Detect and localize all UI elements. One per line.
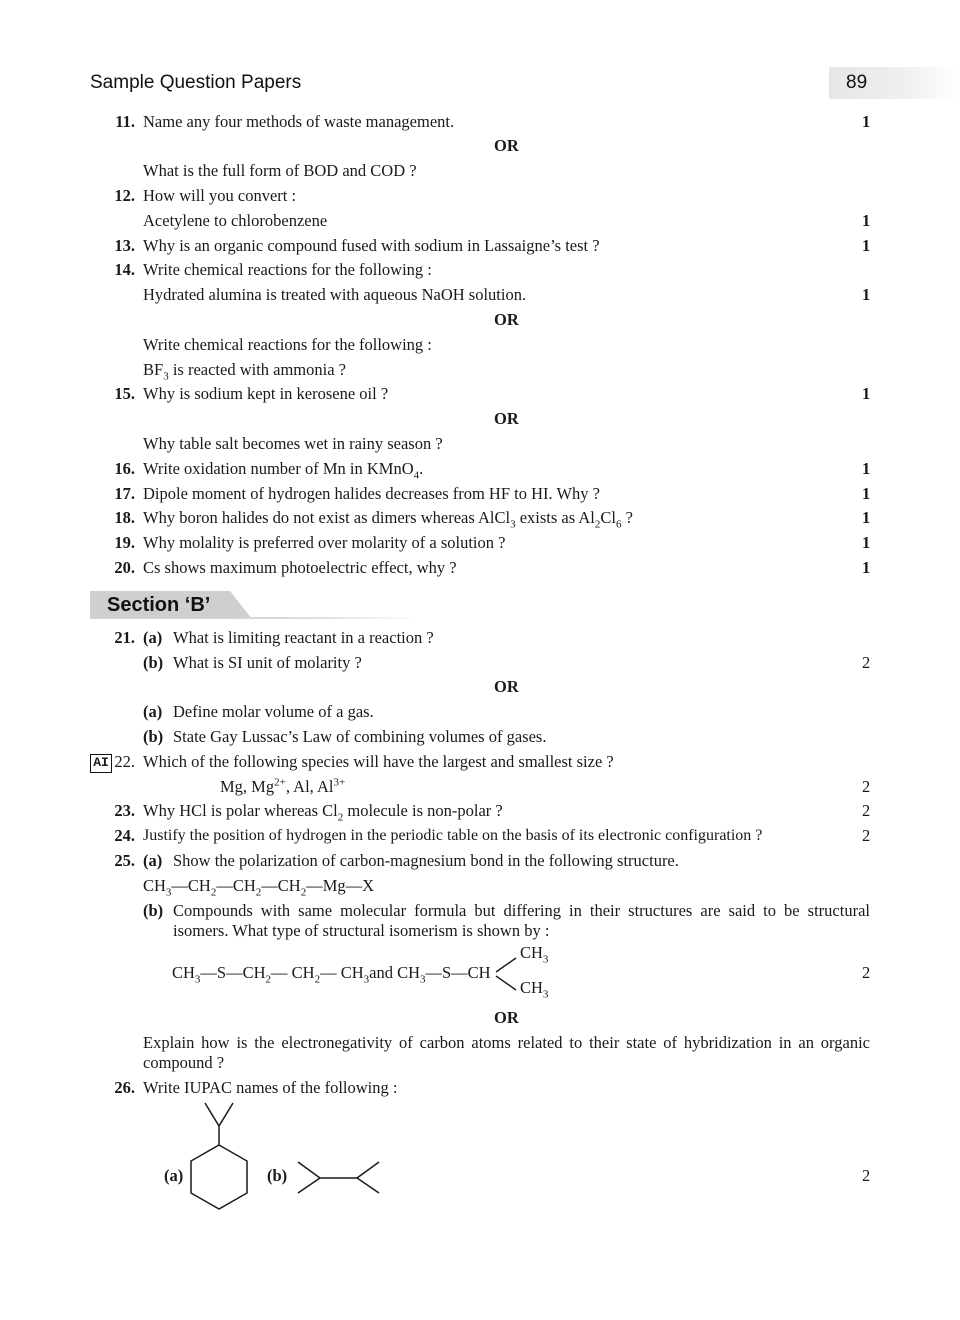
alternative-question-text: Explain how is the electronegativity of carbon atoms related to their state of hybridization in an organic compound ? bbox=[143, 1033, 870, 1072]
or-separator: OR bbox=[494, 1008, 519, 1027]
marks: 2 bbox=[862, 653, 871, 672]
branch-bonds bbox=[490, 950, 530, 998]
question-number: 15. bbox=[114, 384, 135, 403]
question-14 bbox=[0, 259, 960, 281]
question-number: 14. bbox=[114, 260, 135, 279]
part-label: (a) bbox=[164, 1166, 184, 1185]
question-text: How will you convert : bbox=[143, 186, 297, 205]
dimethylbutane-structure bbox=[295, 1158, 385, 1198]
marks: 1 bbox=[862, 285, 871, 304]
question-number: 12. bbox=[114, 186, 135, 205]
question-number: 24. bbox=[114, 826, 135, 845]
running-header-title: Sample Question Papers bbox=[90, 72, 302, 93]
species-list: Mg, $Mg^{2+}$, Al, $Al^{3+}$ bbox=[220, 776, 346, 796]
question-18 bbox=[0, 507, 960, 529]
question-text: Cs shows maximum photoelectric effect, why ? bbox=[143, 558, 457, 577]
question-number: 26. bbox=[114, 1078, 135, 1097]
part-label: (a) bbox=[143, 628, 163, 647]
marks: 2 bbox=[862, 777, 871, 796]
isomer-left: $CH_3—S—CH_2—$ $CH_2—$ $CH_3and$ $CH_3—S—CH$ bbox=[172, 963, 491, 986]
question-16 bbox=[0, 458, 960, 480]
cyclohexane-structure bbox=[185, 1100, 255, 1215]
part-label: (b) bbox=[143, 727, 164, 746]
ai-badge: AI bbox=[90, 754, 112, 773]
or-separator: OR bbox=[494, 409, 519, 428]
question-text: Write chemical reactions for the following : bbox=[143, 260, 432, 279]
question-number: 16. bbox=[114, 459, 135, 478]
marks: 1 bbox=[862, 508, 871, 527]
question-20 bbox=[0, 557, 960, 579]
marks: 1 bbox=[862, 112, 871, 131]
question-22 bbox=[0, 751, 960, 773]
branch-top: $CH_3$ bbox=[520, 943, 549, 966]
question-number: 20. bbox=[114, 558, 135, 577]
question-text: Why is an organic compound fused with sodium in Lassaigne’s test ? bbox=[143, 236, 600, 255]
question-number: 11. bbox=[115, 112, 135, 131]
question-text: Write oxidation number of Mn in KMnO$_4$. bbox=[143, 459, 424, 482]
part-label: (a) bbox=[143, 702, 163, 721]
branch-bottom: $CH_3$ bbox=[520, 978, 549, 1001]
or-separator: OR bbox=[494, 677, 519, 696]
marks: 2 bbox=[862, 1166, 871, 1185]
question-text: Justify the position of hydrogen in the periodic table on the basis of its electronic configuration ? bbox=[143, 827, 763, 844]
question-subtext: Hydrated alumina is treated with aqueous NaOH solution. bbox=[143, 285, 527, 304]
part-label: (b) bbox=[143, 901, 164, 920]
question-24 bbox=[0, 825, 960, 847]
question-23 bbox=[0, 800, 960, 822]
question-text: Write IUPAC names of the following : bbox=[143, 1078, 398, 1097]
marks: 1 bbox=[862, 558, 871, 577]
question-number: 25. bbox=[114, 851, 135, 870]
question-text: Name any four methods of waste management. bbox=[143, 112, 455, 131]
part-text: What is SI unit of molarity ? bbox=[173, 653, 362, 672]
marks: 1 bbox=[862, 533, 871, 552]
alternative-question-subtext: $BF_3$ is reacted with ammonia ? bbox=[143, 360, 346, 383]
section-title: Section ‘B’ bbox=[107, 594, 211, 616]
question-text: Why molality is preferred over molarity of a solution ? bbox=[143, 533, 506, 552]
question-17 bbox=[0, 483, 960, 505]
marks: 2 bbox=[862, 963, 871, 982]
part-text: Compounds with same molecular formula but differing in their structures are said to be structural isomers. What type of structural isomerism is shown by : bbox=[173, 901, 870, 940]
question-number: 17. bbox=[114, 484, 135, 503]
part-text: What is limiting reactant in a reaction ? bbox=[173, 628, 434, 647]
question-21 bbox=[0, 627, 960, 649]
question-number: 21. bbox=[114, 628, 135, 647]
marks: 1 bbox=[862, 211, 871, 230]
marks: 2 bbox=[862, 826, 871, 845]
question-number: 23. bbox=[114, 801, 135, 820]
part-text: Show the polarization of carbon-magnesium bond in the following structure. bbox=[173, 851, 679, 870]
question-text: Dipole moment of hydrogen halides decreases from HF to HI. Why ? bbox=[143, 484, 600, 503]
part-label: (b) bbox=[267, 1166, 288, 1185]
question-26 bbox=[0, 1077, 960, 1099]
question-12 bbox=[0, 185, 960, 207]
marks: 2 bbox=[862, 801, 871, 820]
question-number: 22. bbox=[114, 752, 135, 771]
question-13 bbox=[0, 235, 960, 257]
question-19 bbox=[0, 532, 960, 554]
question-number: 13. bbox=[114, 236, 135, 255]
part-label: (b) bbox=[143, 653, 164, 672]
question-text: Why boron halides do not exist as dimers whereas AlCl$_3$ exists as $Al_2Cl_6$ ? bbox=[143, 508, 633, 531]
page-number: 89 bbox=[846, 72, 868, 93]
or-separator: OR bbox=[494, 310, 519, 329]
question-number: 19. bbox=[114, 533, 135, 552]
alternative-question-text: Why table salt becomes wet in rainy season ? bbox=[143, 434, 443, 453]
alternative-question-text: What is the full form of BOD and COD ? bbox=[143, 161, 417, 180]
part-text: Define molar volume of a gas. bbox=[173, 702, 374, 721]
question-15 bbox=[0, 383, 960, 405]
question-25 bbox=[0, 850, 960, 872]
question-text: Which of the following species will have the largest and smallest size ? bbox=[143, 752, 614, 771]
part-label: (a) bbox=[143, 851, 163, 870]
alternative-question-text: Write chemical reactions for the following : bbox=[143, 335, 432, 354]
question-text: Why is sodium kept in kerosene oil ? bbox=[143, 384, 389, 403]
question-subtext: Acetylene to chlorobenzene bbox=[143, 211, 328, 230]
structural-formula: $CH_3—CH_2—CH_2—CH_2—Mg—X$ bbox=[143, 876, 375, 899]
marks: 1 bbox=[862, 384, 871, 403]
question-number: 18. bbox=[114, 508, 135, 527]
marks: 1 bbox=[862, 484, 871, 503]
marks: 1 bbox=[862, 459, 871, 478]
question-text: Why HCl is polar whereas $Cl_2$ molecule is non-polar ? bbox=[143, 801, 503, 824]
part-text: State Gay Lussac’s Law of combining volumes of gases. bbox=[173, 727, 547, 746]
question-11 bbox=[0, 111, 960, 133]
or-separator: OR bbox=[494, 136, 519, 155]
marks: 1 bbox=[862, 236, 871, 255]
